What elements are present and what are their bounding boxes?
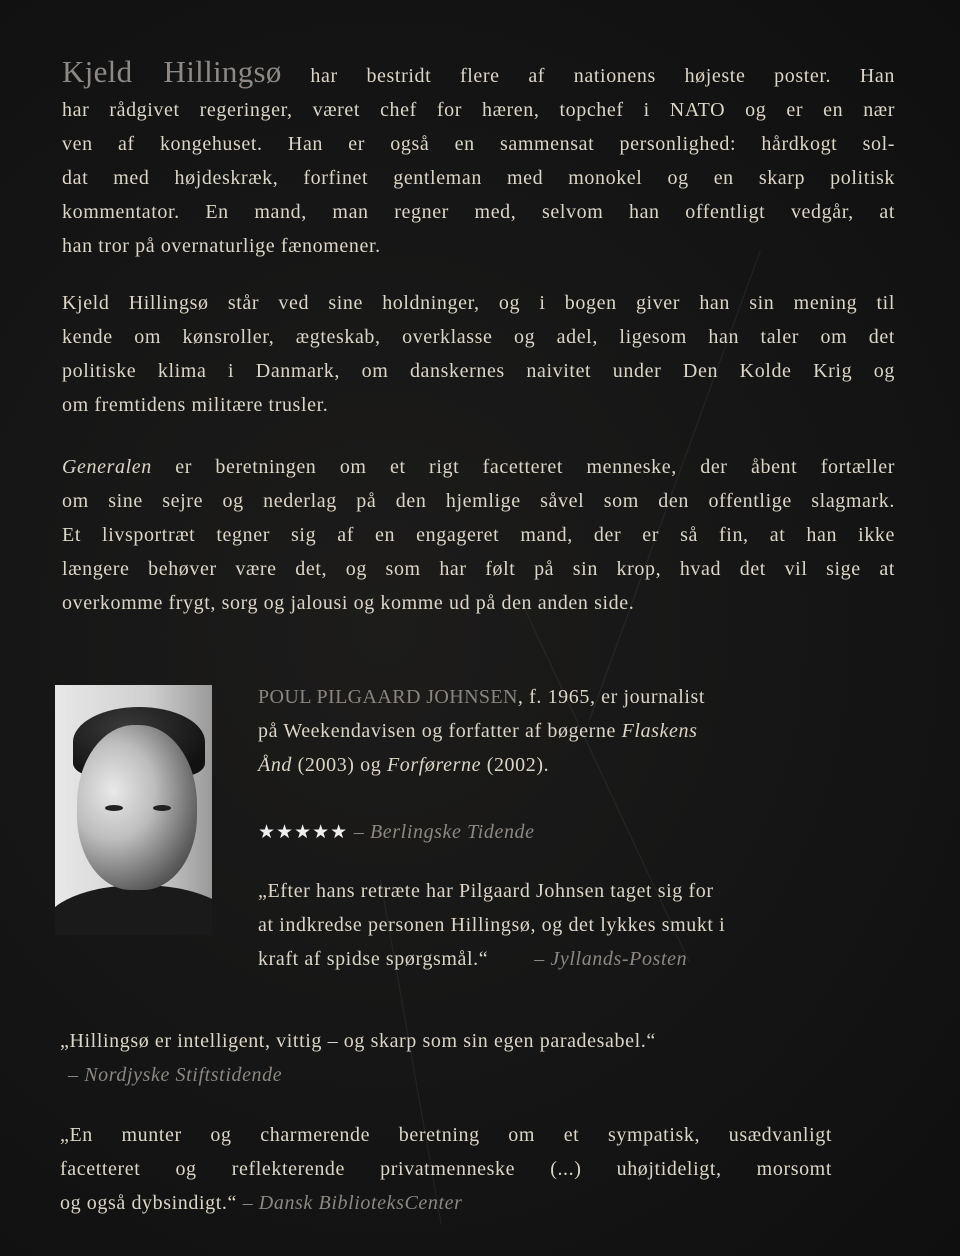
star-rating-icon: ★★★★★ — [258, 822, 349, 843]
review-nordjyske — [60, 1024, 656, 1092]
review-dbc — [60, 1118, 832, 1220]
intro-line: han tror på overnaturlige fænomener. — [62, 235, 381, 257]
paragraph-line-text: er beretningen om et rigt facetteret menneske, der åbent fortæller — [175, 456, 895, 478]
intro-line: dat med højdeskræk, forfinet gentleman med monokel og en skarp politisk — [62, 167, 895, 189]
author-bio — [258, 680, 824, 782]
author-line-text: (2003) og — [292, 754, 387, 776]
paragraph-line — [62, 450, 895, 484]
intro-line: kommentator. En mand, man regner med, selvom han offentligt vedgår, at — [62, 201, 895, 223]
review-line: facetteret og reflekterende privatmenneske (...) uhøjtideligt, morsomt — [60, 1158, 832, 1180]
review-source: – Jyllands-Posten — [534, 948, 688, 970]
paragraph-line: politiske klima i Danmark, om danskernes naivitet under Den Kolde Krig og — [62, 360, 895, 382]
photo-eye — [105, 805, 123, 811]
photo-face — [77, 725, 197, 890]
paragraph-2 — [62, 286, 895, 422]
review-line: at indkredse personen Hillingsø, og det lykkes smukt i — [258, 914, 726, 936]
photo-eye — [153, 805, 171, 811]
author-line-text: på Weekendavisen og forfatter af bøgerne — [258, 720, 616, 742]
author-photo — [55, 685, 212, 935]
intro-line — [62, 55, 895, 93]
author-name: POUL PILGAARD JOHNSEN — [258, 686, 518, 708]
paragraph-line: Kjeld Hillingsø står ved sine holdninger, og i bogen giver han sin mening til — [62, 292, 895, 314]
paragraph-line: kende om kønsroller, ægteskab, overklasse og adel, ligesom han taler om det — [62, 326, 895, 348]
book-title: Flaskens — [621, 720, 698, 742]
review-source: – Dansk BiblioteksCenter — [242, 1192, 463, 1214]
paragraph-line: om sine sejre og nederlag på den hjemlige såvel som den offentlige slagmark. — [62, 490, 895, 512]
review-line: „Efter hans retræte har Pilgaard Johnsen taget sig for — [258, 880, 714, 902]
book-title: Generalen — [62, 456, 152, 478]
paragraph-line: Et livsportræt tegner sig af en engageret mand, der er så fin, at han ikke — [62, 524, 895, 546]
review-line: „En munter og charmerende beretning om et sympatisk, usædvanligt — [60, 1124, 832, 1146]
book-title: Forførerne — [386, 754, 482, 776]
paragraph-line: længere behøver være det, og som har følt på sin krop, hvad det vil sige at — [62, 558, 895, 580]
author-line — [258, 680, 824, 714]
review-line: „Hillingsø er intelligent, vittig – og skarp som sin egen paradesabel.“ — [60, 1030, 656, 1052]
intro-line-text: har bestridt flere af nationens højeste poster. Han — [310, 65, 895, 87]
lead-name: Kjeld Hillingsø — [62, 54, 282, 89]
review-berlingske — [258, 815, 535, 850]
author-line — [258, 748, 824, 782]
intro-line: ven af kongehuset. Han er også en sammensat personlighed: hårdkogt sol- — [62, 133, 895, 155]
author-line-text: (2002). — [481, 754, 550, 776]
paragraph-line: om fremtidens militære trusler. — [62, 394, 329, 416]
author-line-text: , f. 1965, er journalist — [517, 686, 706, 708]
paragraph-3 — [62, 450, 895, 620]
review-source: – Berlingske Tidende — [353, 821, 535, 843]
book-title: Ånd — [258, 754, 293, 776]
intro-paragraph — [62, 55, 895, 263]
photo-shoulders — [55, 885, 212, 935]
review-line — [258, 942, 870, 976]
review-line — [60, 1186, 832, 1220]
intro-line: har rådgivet regeringer, været chef for hæren, topchef i NATO og er en nær — [62, 99, 895, 121]
review-jyllands-posten — [258, 874, 870, 976]
review-line-text: kraft af spidse spørgsmål.“ — [258, 948, 489, 970]
review-line-text: og også dybsindigt.“ — [60, 1192, 237, 1214]
review-source: – Nordjyske Stiftstidende — [68, 1064, 283, 1086]
paragraph-line: overkomme frygt, sorg og jalousi og komme ud på den anden side. — [62, 592, 635, 614]
author-line — [258, 714, 824, 748]
